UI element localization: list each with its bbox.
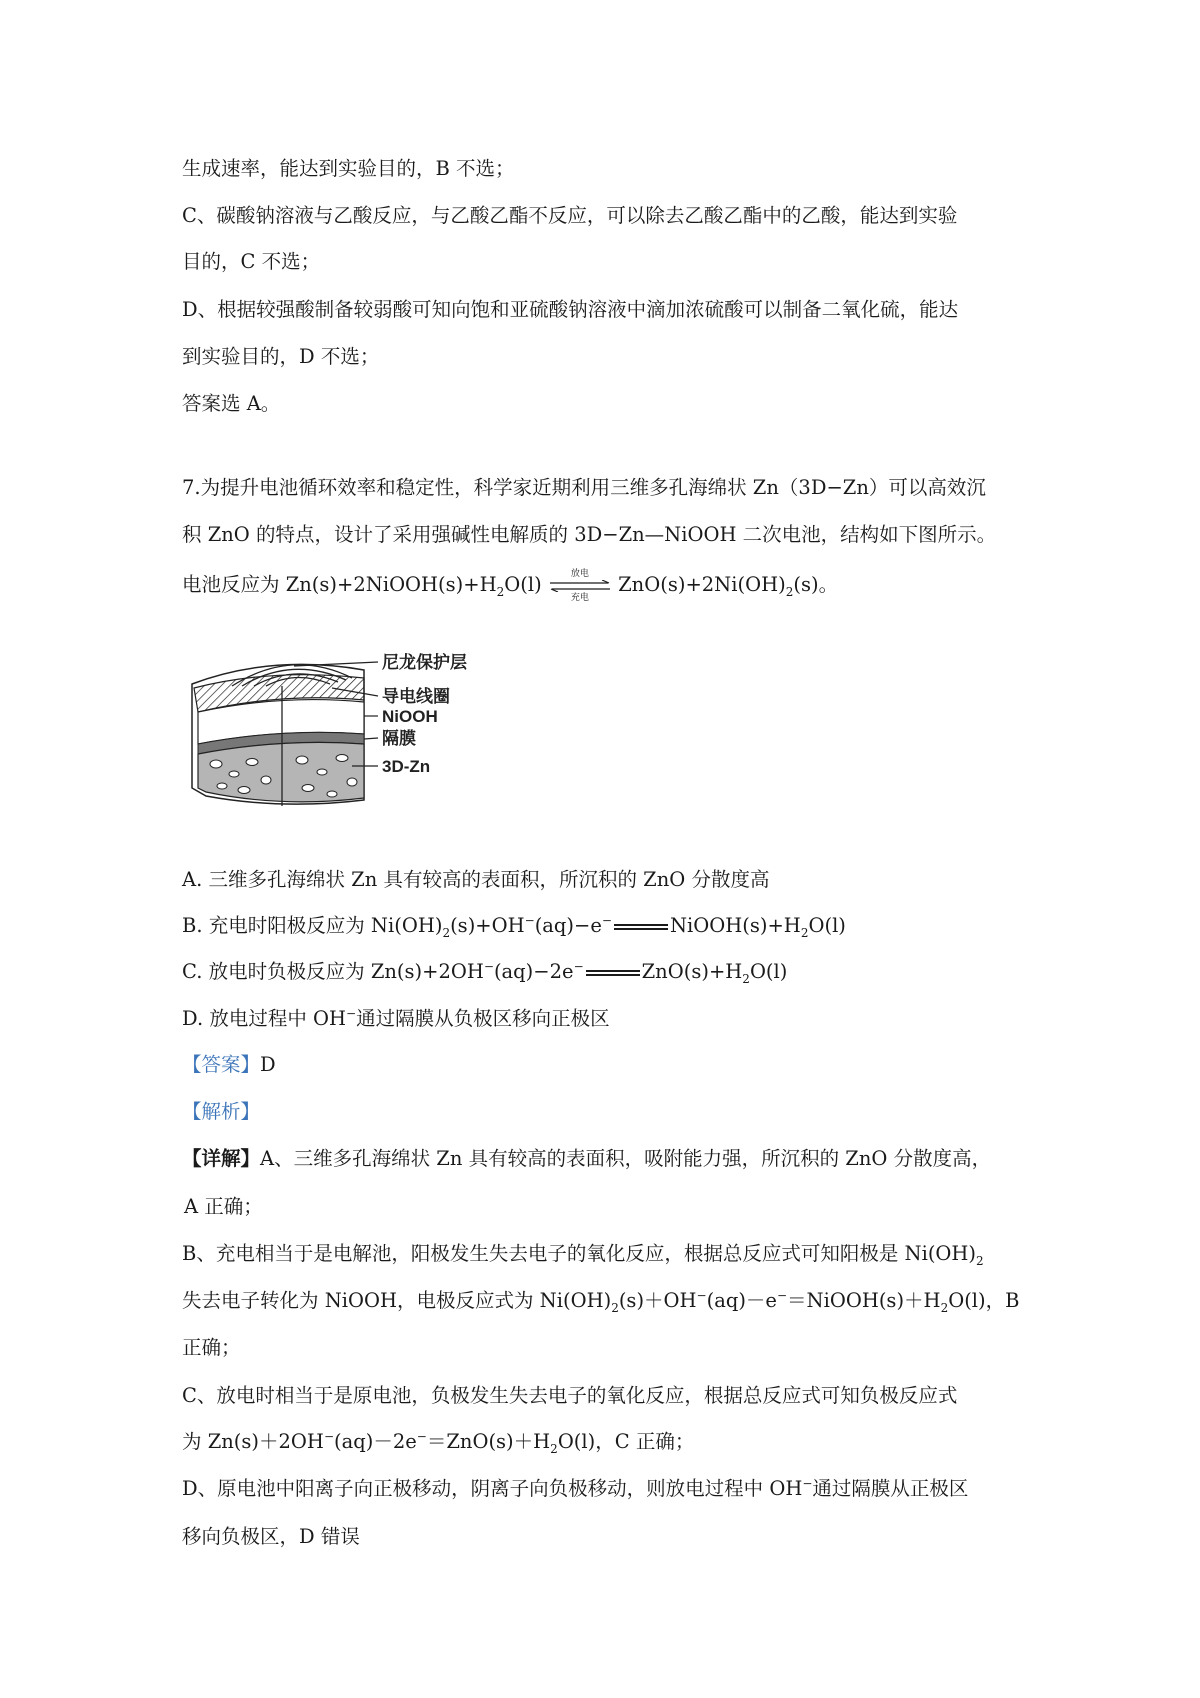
question-stem-3 — [182, 568, 839, 603]
option-d-text: 通过隔膜从负极区移向正极区 — [356, 1007, 610, 1030]
explanation-line-5: 正确； — [182, 1336, 241, 1359]
superscript: − — [802, 1476, 813, 1491]
label-niooh: NiOOH — [382, 707, 438, 726]
double-line-equals-icon — [614, 922, 668, 932]
option-c-text: O(l) — [749, 960, 788, 983]
subscript: 2 — [611, 1300, 619, 1315]
superscript: − — [696, 1288, 707, 1303]
option-b-text: NiOOH(s)+H — [669, 914, 801, 937]
reaction-right-end: (s)。 — [793, 573, 839, 596]
explanation-line-6: C、放电时相当于是原电池，负极发生失去电子的氧化反应，根据总反应式可知负极反应式 — [182, 1384, 958, 1407]
double-line-equals-icon — [586, 968, 640, 978]
option-b — [182, 912, 846, 940]
answer-value: D — [260, 1053, 276, 1076]
subscript: 2 — [442, 925, 451, 940]
option-b-text: O(l) — [808, 914, 846, 937]
explanation-text: ＝ZnO(s)＋H — [426, 1430, 551, 1453]
explanation-text: 通过隔膜从正极区 — [812, 1477, 969, 1500]
explanation-text: (aq)－2e — [334, 1430, 417, 1453]
subscript: 2 — [800, 925, 809, 940]
explanation-line-1 — [182, 1145, 991, 1173]
arrow-label-discharge: 放电 — [570, 568, 589, 579]
superscript: − — [524, 913, 535, 928]
option-b-text: B. 充电时阳极反应为 Ni(OH) — [182, 914, 443, 937]
explanation-text: 失去电子转化为 NiOOH，电极反应式为 Ni(OH) — [182, 1289, 612, 1312]
superscript: − — [346, 1006, 357, 1021]
reaction-right: ZnO(s)+2Ni(OH) — [618, 573, 786, 596]
analysis-label: 【解析】 — [182, 1100, 261, 1123]
subscript: 2 — [742, 971, 750, 986]
reaction-left-end: O(l) — [504, 573, 542, 596]
superscript: − — [573, 959, 584, 974]
explanation-line-8 — [182, 1475, 968, 1503]
question-stem-2: 积 ZnO 的特点，设计了采用强碱性电解质的 3D−Zn—NiOOH 二次电池，结构如下图所示。 — [182, 523, 997, 546]
option-d — [182, 1005, 610, 1033]
explanation-text: O(l)，C 正确； — [557, 1430, 695, 1453]
option-c-text: C. 放电时负极反应为 Zn(s)+2OH — [182, 960, 484, 983]
question-stem-1: 7.为提升电池循环效率和稳定性，科学家近期利用三维多孔海绵状 Zn（3D−Zn）可以高效沉 — [182, 476, 986, 499]
subscript: 2 — [785, 584, 794, 599]
explanation-text: A、三维多孔海绵状 Zn 具有较高的表面积，吸附能力强，所沉积的 ZnO 分散度高， — [260, 1147, 992, 1170]
explanation-text: B、充电相当于是电解池，阳极发生失去电子的氧化反应，根据总反应式可知阳极是 Ni(OH) — [182, 1242, 977, 1265]
reaction-left: 电池反应为 Zn(s)+2NiOOH(s)+H — [182, 573, 497, 596]
battery-structure-diagram — [182, 648, 502, 818]
option-d-text: D. 放电过程中 OH — [182, 1007, 347, 1030]
explanation-text: (s)＋OH — [618, 1289, 697, 1312]
answer-label: 【答案】 — [182, 1053, 261, 1076]
option-a: A. 三维多孔海绵状 Zn 具有较高的表面积，所沉积的 ZnO 分散度高 — [182, 868, 770, 891]
arrow-label-charge: 充电 — [570, 592, 589, 603]
subscript: 2 — [976, 1253, 984, 1268]
explanation-text: ＝NiOOH(s)＋H — [787, 1289, 941, 1312]
explanation-text: D、原电池中阳离子向正极移动，阴离子向负极移动，则放电过程中 OH — [182, 1477, 803, 1500]
label-separator: 隔膜 — [382, 729, 416, 748]
option-c-text: ZnO(s)+H — [641, 960, 743, 983]
superscript: − — [776, 1288, 788, 1303]
answer-line — [182, 1051, 276, 1079]
text-line-3: 目的，C 不选； — [182, 250, 321, 273]
subscript: 2 — [940, 1300, 949, 1315]
superscript: − — [416, 1429, 427, 1444]
superscript: − — [601, 913, 612, 928]
explanation-line-7 — [182, 1428, 694, 1456]
explanation-text: O(l)，B — [948, 1289, 1020, 1312]
subscript: 2 — [496, 584, 505, 599]
text-line-1: 生成速率，能达到实验目的，B 不选； — [182, 157, 515, 180]
option-c-text: (aq)−2e — [493, 960, 574, 983]
explanation-text: (aq)－e — [706, 1289, 777, 1312]
option-b-text: (s)+OH — [450, 914, 525, 937]
text-line-6: 答案选 A。 — [182, 392, 281, 415]
explanation-line-2: A 正确； — [184, 1195, 263, 1218]
label-coil: 导电线圈 — [382, 687, 450, 706]
explanation-text: 为 Zn(s)＋2OH — [182, 1430, 324, 1453]
label-nylon-layer: 尼龙保护层 — [382, 653, 467, 672]
reversible-arrow — [548, 568, 612, 603]
text-line-4: D、根据较强酸制备较弱酸可知向饱和亚硫酸钠溶液中滴加浓硫酸可以制备二氧化硫，能达 — [182, 298, 959, 321]
subscript: 2 — [550, 1441, 558, 1456]
explanation-line-4 — [182, 1287, 1019, 1315]
explanation-line-3 — [182, 1240, 984, 1268]
option-c — [182, 958, 787, 986]
explanation-line-9: 移向负极区，D 错误 — [182, 1525, 360, 1548]
option-b-text: (aq)−e — [534, 914, 602, 937]
text-line-2: C、碳酸钠溶液与乙酸反应，与乙酸乙酯不反应，可以除去乙酸乙酯中的乙酸，能达到实验 — [182, 204, 958, 227]
superscript: − — [323, 1429, 334, 1444]
superscript: − — [483, 959, 494, 974]
label-3d-zn: 3D-Zn — [382, 757, 431, 776]
text-line-5: 到实验目的，D 不选； — [182, 345, 380, 368]
reversible-arrow-icon — [548, 580, 612, 592]
explanation-label: 【详解】 — [182, 1147, 261, 1170]
